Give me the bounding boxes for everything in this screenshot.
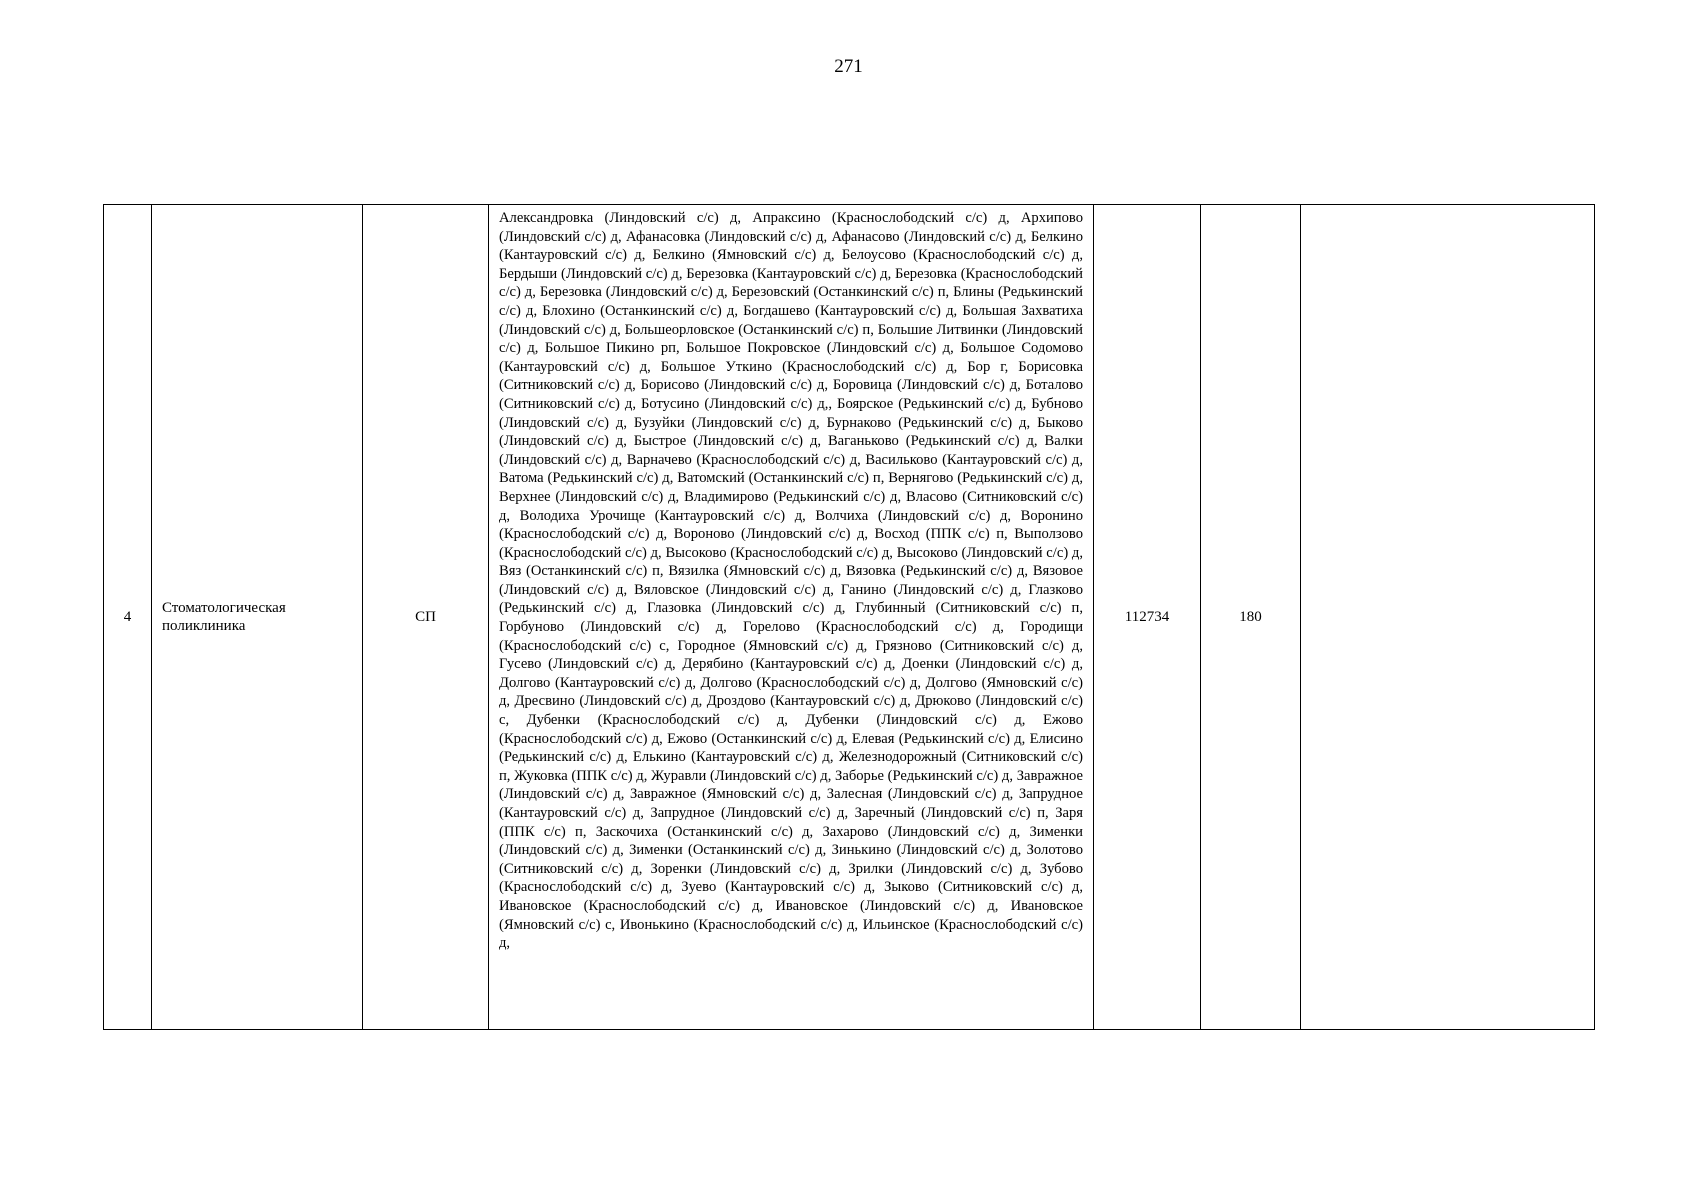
- population-count: 112734: [1094, 205, 1201, 1030]
- table-row: [104, 205, 1595, 1030]
- page-number: 271: [834, 56, 863, 77]
- empty-cell: [1301, 205, 1595, 1030]
- facility-type: СП: [363, 205, 489, 1030]
- localities-list: Александровка (Линдовский с/с) д, Апраксино (Краснослободский с/с) д, Архипово (Линдовский с/с) д, Афанасовка (Линдовский с/с) д, Афанасово (Линдовский с/с) д, Белкино (Кантауровский с/с) д, Белкино (Ямновский с/с) д, Белоусово (Краснослободский с/с) д, Бердыши (Линдовский с/с) д, Березовка (Кантауровский с/с) д, Березовка (Краснослободский с/с) д, Березовка (Линдовский с/с) д, Березовский (Останкинский с/с) п, Блины (Редькинский с/с) д, Блохино (Останкинский с/с) д, Богдашево (Кантауровский с/с) д, Большая Захватиха (Линдовский с/с) д, Большеорловское (Останкинский с/с) п, Большие Литвинки (Линдовский с/с) д, Большое Пикино рп, Большое Покровское (Линдовский с/с) д, Большое Содомово (Кантауровский с/с) д, Большое Уткино (Краснослободский с/с) д, Бор г, Борисовка (Ситниковский с/с) д, Борисово (Линдовский с/с) д, Боровица (Линдовский с/с) д, Боталово (Ситниковский с/с) д, Ботусино (Линдовский с/с) д,, Боярское (Редькинский с/с) д, Бубново (Линдовский с/с) д, Бузуйки (Линдовский с/с) д, Бурнаково (Редькинский с/с) д, Быково (Линдовский с/с) д, Быстрое (Линдовский с/с) д, Ваганьково (Редькинский с/с) д, Валки (Линдовский с/с) д, Варначево (Краснослободский с/с) д, Васильково (Кантауровский с/с) д, Ватома (Редькинский с/с) д, Ватомский (Останкинский с/с) п, Вернягово (Редькинский с/с) д, Верхнее (Линдовский с/с) д, Владимирово (Редькинский с/с) д, Власово (Ситниковский с/с) д, Володиха Урочище (Кантауровский с/с) д, Волчиха (Линдовский с/с) д, Воронино (Краснослободский с/с) д, Вороново (Линдовский с/с) д, Восход (ППК с/с) п, Выползово (Краснослободский с/с) д, Высоково (Краснослободский с/с) д, Высоково (Линдовский с/с) д, Вяз (Останкинский с/с) п, Вязилка (Ямновский с/с) д, Вязовка (Редькинский с/с) д, Вязовое (Линдовский с/с) д, Вяловское (Линдовский с/с) д, Ганино (Линдовский с/с) д, Глазково (Редькинский с/с) д, Глазовка (Линдовский с/с) д, Глубинный (Ситниковский с/с) п, Горбуново (Линдовский с/с) д, Горелово (Краснослободский с/с) д, Городищи (Краснослободский с/с) с, Городное (Ямновский с/с) д, Грязново (Ситниковский с/с) д, Гусево (Линдовский с/с) д, Дерябино (Кантауровский с/с) д, Доенки (Линдовский с/с) д, Долгово (Кантауровский с/с) д, Долгово (Краснослободский с/с) д, Долгово (Ямновский с/с) д, Дресвино (Линдовский с/с) д, Дроздово (Кантауровский с/с) д, Дрюково (Линдовский с/с) с, Дубенки (Краснослободский с/с) д, Дубенки (Линдовский с/с) д, Ежово (Краснослободский с/с) д, Ежово (Останкинский с/с) д, Елевая (Редькинский с/с) д, Елисино (Редькинский с/с) д, Елькино (Кантауровский с/с) д, Железнодорожный (Ситниковский с/с) п, Жуковка (ППК с/с) д, Журавли (Линдовский с/с) д, Заборье (Редькинский с/с) д, Завражное (Линдовский с/с) д, Завражное (Ямновский с/с) д, Залесная (Линдовский с/с) д, Запрудное (Кантауровский с/с) д, Запрудное (Линдовский с/с) д, Заречный (Линдовский с/с) п, Заря (ППК с/с) п, Заскочиха (Останкинский с/с) д, Захарово (Линдовский с/с) д, Зименки (Линдовский с/с) д, Зименки (Останкинский с/с) д, Зинькино (Линдовский с/с) д, Золотово (Ситниковский с/с) д, Зоренки (Линдовский с/с) д, Зрилки (Линдовский с/с) д, Зубово (Краснослободский с/с) д, Зуево (Кантауровский с/с) д, Зыково (Ситниковский с/с) д, Ивановское (Краснослободский с/с) д, Ивановское (Линдовский с/с) д, Ивановское (Ямновский с/с) с, Ивонькино (Краснослободский с/с) д, Ильинское (Краснослободский с/с) д,: [499, 210, 1083, 952]
- localities-cell: [489, 205, 1094, 1030]
- row-number: 4: [104, 205, 152, 1030]
- facilities-table: [103, 204, 1595, 1030]
- facility-name: Стоматологическая поликлиника: [152, 205, 363, 1030]
- capacity-value: 180: [1201, 205, 1301, 1030]
